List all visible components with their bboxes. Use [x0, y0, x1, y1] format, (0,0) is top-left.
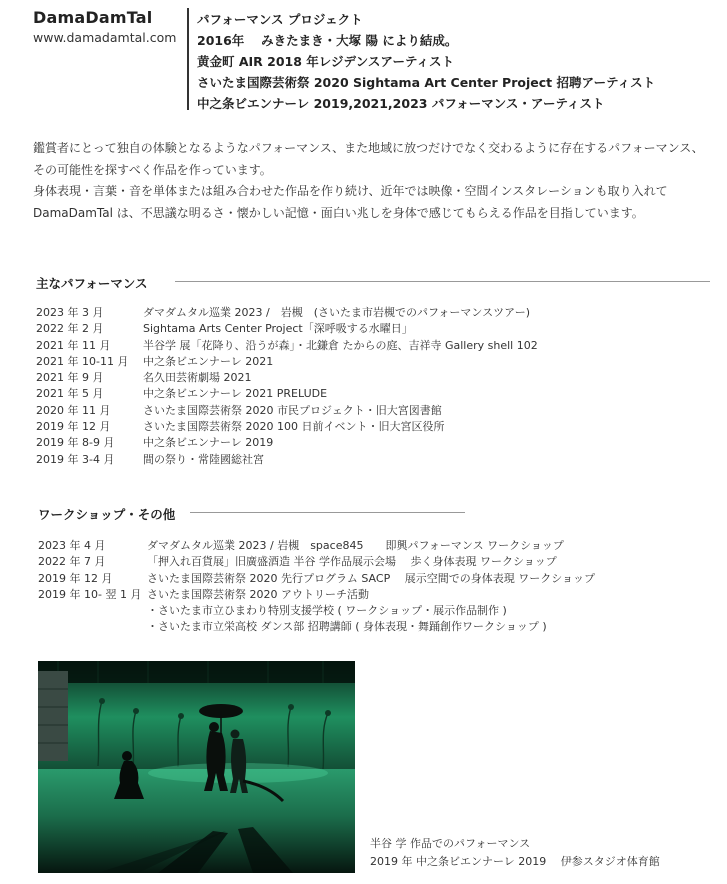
- item-text: ・さいたま市立栄高校 ダンス部 招聘講師 ( 身体表現・舞踊創作ワークショップ ): [147, 620, 547, 634]
- intro-line: その可能性を探すべく作品を作っています。: [33, 162, 272, 177]
- list-item: [38, 538, 595, 554]
- item-date: 2019 年 12 月: [38, 571, 113, 585]
- list-item: [36, 354, 538, 370]
- item-text: ダマダムタル巡業 2023 / 岩槻 space845 即興パフォーマンス ワークショップ: [147, 539, 564, 552]
- list-item: [38, 554, 595, 570]
- caption-line: 2019 年 中之条ビエンナーレ 2019 伊参スタジオ体育館: [370, 855, 660, 868]
- item-text: 間の祭り・常陸國総社宮: [143, 452, 264, 466]
- workshops-rule: [190, 512, 465, 513]
- list-item: [38, 603, 595, 619]
- item-date: 2022 年 2 月: [36, 322, 104, 336]
- headline-line: さいたま国際芸術祭 2020 Sightama Art Center Project 招聘アーティスト: [197, 75, 656, 90]
- item-text: 中之条ビエンナーレ 2021 PRELUDE: [143, 387, 328, 401]
- item-text: 半谷学 展「花降り、沿うが森」・北鎌倉 たからの庭、吉祥寺 Gallery shell 102: [143, 338, 538, 352]
- performances-title: 主なパフォーマンス: [36, 276, 148, 291]
- item-date: 2021 年 9 月: [36, 371, 104, 385]
- intro-line: 鑑賞者にとって独自の体験となるようなパフォーマンス、また地域に放つだけでなく交わるように存在するパフォーマンス、: [33, 141, 704, 155]
- list-item: [36, 452, 538, 468]
- performance-list: [36, 305, 538, 468]
- item-text: 名久田芸術劇場 2021: [143, 371, 252, 385]
- item-date: 2023 年 3 月: [36, 306, 104, 319]
- item-text: 中之条ビエンナーレ 2021: [143, 354, 274, 368]
- list-item: [36, 370, 538, 386]
- list-item: [36, 419, 538, 435]
- list-item: [36, 435, 538, 451]
- item-text: 「押入れ百貨展」旧廣盛酒造 半谷 学作品展示会場 歩く身体表現 ワークショップ: [147, 555, 557, 569]
- item-date: 2019 年 10- 翌 1 月: [38, 587, 142, 601]
- item-text: ・さいたま市立ひまわり特別支援学校 ( ワークショップ・展示作品制作 ): [147, 604, 507, 618]
- list-item: [36, 321, 538, 337]
- headline-line: パフォーマンス プロジェクト: [197, 12, 363, 27]
- item-text: Sightama Arts Center Project「深呼吸する水曜日」: [143, 322, 413, 336]
- intro-line: 身体表現・言葉・音を単体または組み合わせた作品を作り続け、近年では映像・空間インスタレーションも取り入れて: [33, 184, 668, 198]
- item-text: さいたま国際芸術祭 2020 アウトリーチ活動: [147, 587, 369, 601]
- photo-caption: [370, 835, 660, 871]
- intro-line: DamaDamTal は、不思議な明るさ・懐かしい記憶・面白い兆しを身体で感じてもらえる作品を目指しています。: [33, 205, 644, 220]
- workshops-title: ワークショップ・その他: [38, 507, 176, 522]
- workshop-list: [38, 538, 595, 636]
- list-item: [38, 571, 595, 587]
- performance-photo: [38, 661, 355, 873]
- item-date: 2021 年 10-11 月: [36, 354, 129, 368]
- item-date: 2019 年 3-4 月: [36, 452, 115, 466]
- list-item: [36, 403, 538, 419]
- item-date: 2019 年 12 月: [36, 420, 111, 434]
- list-item: [36, 305, 538, 321]
- headline-line: 中之条ビエンナーレ 2019,2021,2023 パフォーマンス・アーティスト: [197, 96, 605, 111]
- photo-illustration: [38, 661, 355, 873]
- item-date: [38, 603, 147, 619]
- item-text: 中之条ビエンナーレ 2019: [143, 436, 274, 450]
- list-item: [36, 386, 538, 402]
- item-text: ダマダムタル巡業 2023 / 岩槻 (さいたま市岩槻でのパフォーマンスツアー): [143, 306, 531, 319]
- item-date: [38, 619, 147, 635]
- item-date: 2020 年 11 月: [36, 403, 111, 417]
- list-item: [36, 338, 538, 354]
- headline-line: 黄金町 AIR 2018 年レジデンスアーティスト: [197, 54, 454, 69]
- intro-paragraph: [33, 138, 713, 224]
- header-divider: [187, 8, 189, 110]
- item-date: 2021 年 5 月: [36, 387, 104, 401]
- item-text: さいたま国際芸術祭 2020 100 日前イベント・旧大宮区役所: [143, 420, 445, 434]
- item-date: 2023 年 4 月: [38, 539, 106, 552]
- headline-list: [197, 9, 655, 114]
- item-date: 2019 年 8-9 月: [36, 436, 115, 450]
- brand-url[interactable]: www.damadamtal.com: [33, 30, 177, 45]
- item-date: 2021 年 11 月: [36, 338, 111, 352]
- brand-block: [33, 8, 176, 45]
- performances-rule: [175, 281, 710, 282]
- headline-line: 2016年 みきたまき・大塚 陽 により結成。: [197, 33, 458, 48]
- caption-line: 半谷 学 作品でのパフォーマンス: [370, 837, 531, 850]
- item-text: さいたま国際芸術祭 2020 先行プログラム SACP 展示空間での身体表現 ワークショップ: [147, 571, 595, 585]
- brand-name: DamaDamTal: [33, 8, 153, 27]
- list-item: [38, 619, 595, 635]
- item-date: 2022 年 7 月: [38, 555, 106, 569]
- list-item: [38, 587, 595, 603]
- item-text: さいたま国際芸術祭 2020 市民プロジェクト・旧大宮図書館: [143, 403, 442, 417]
